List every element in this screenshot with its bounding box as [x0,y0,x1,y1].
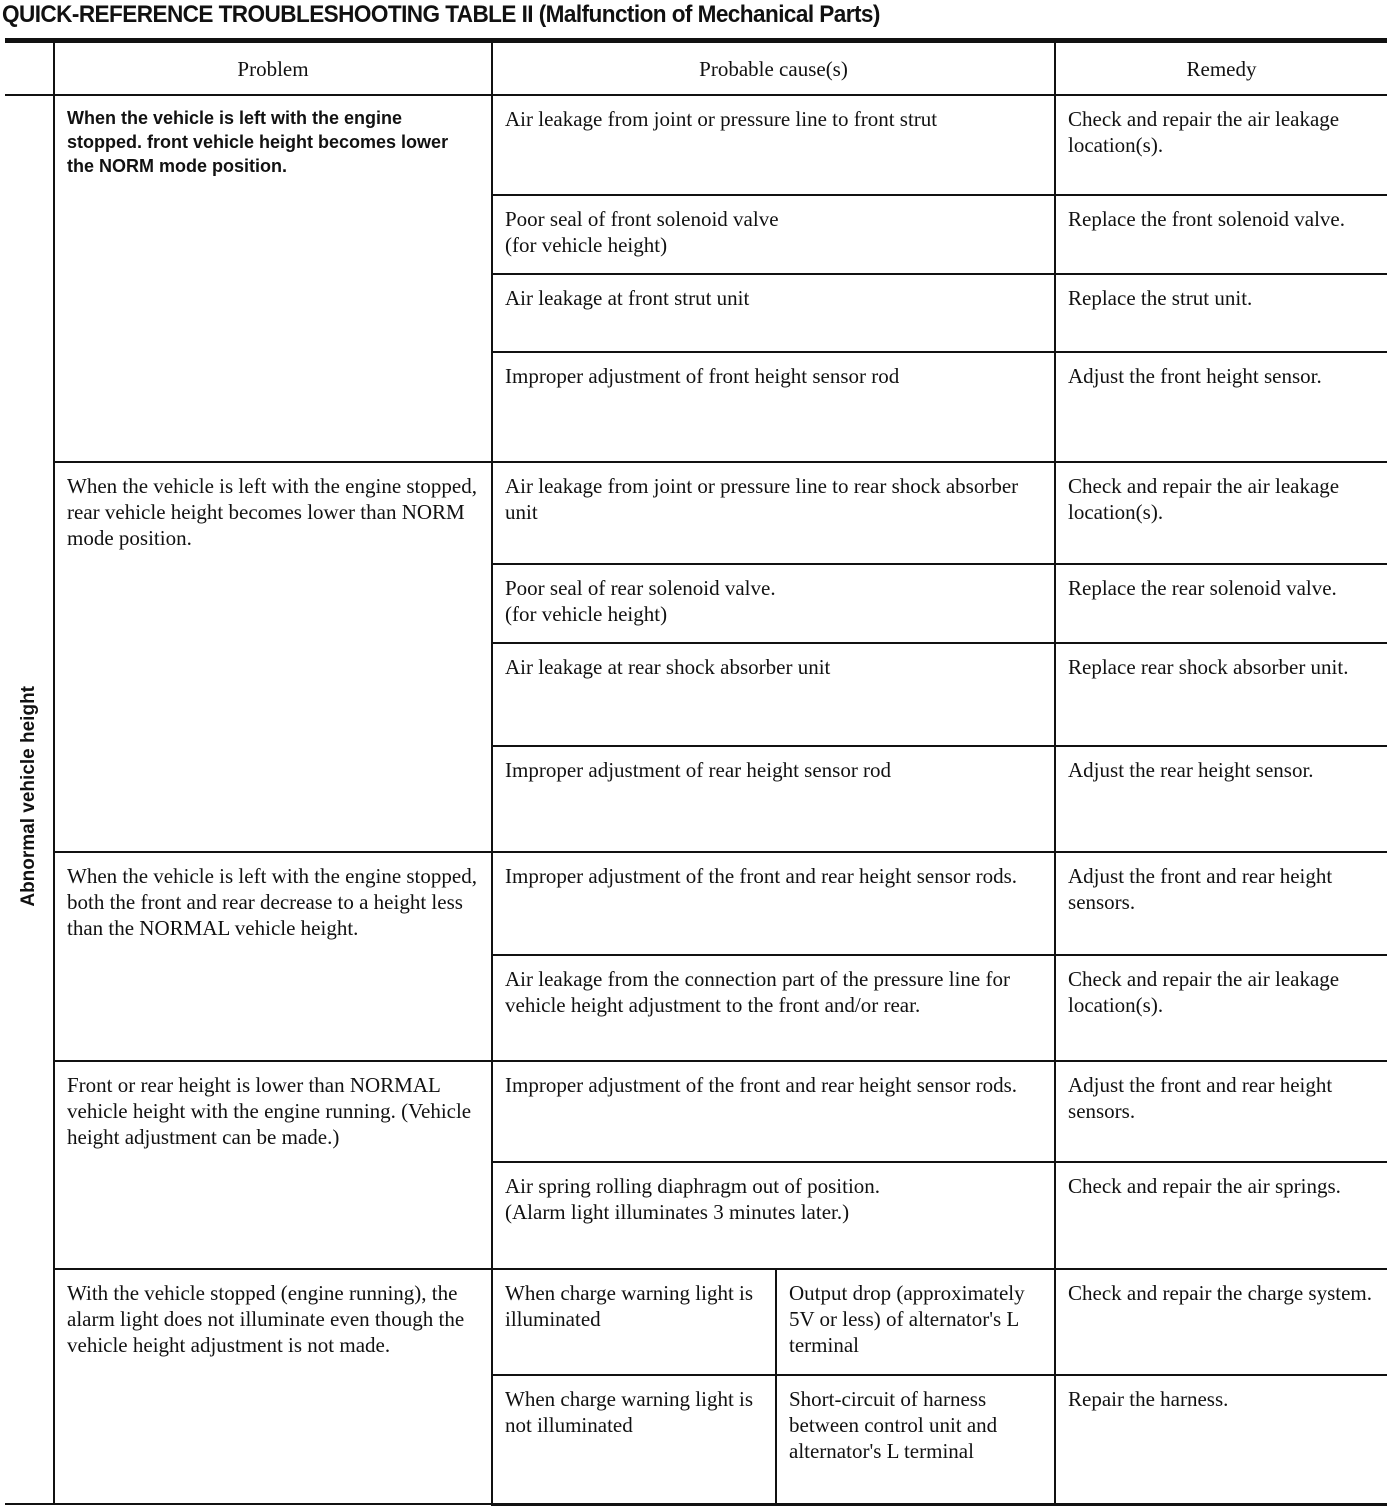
table-row [5,1061,1387,1162]
remedy-text: Replace rear shock absorber unit. [1068,655,1349,679]
cause-cell [492,564,1055,643]
remedy-text: Check and repair the charge system. [1068,1281,1373,1305]
header-remedy: Remedy [1055,42,1387,95]
cause-text: Improper adjustment of rear height sensor rod [505,758,892,782]
problem-text: When the vehicle is left with the engine stopped, rear vehicle height becomes lower than NORM mode position. [67,474,477,550]
cause-cell [776,1375,1055,1504]
cause-cell [492,95,1055,195]
condition-cell [492,1269,776,1375]
cause-cell [492,352,1055,462]
remedy-cell [1055,643,1387,746]
remedy-text: Replace the front solenoid valve. [1068,207,1346,231]
cause-text: Air leakage from joint or pressure line to rear shock absorber unit [505,474,1019,524]
problem-cell [54,1269,492,1504]
remedy-text: Adjust the front and rear height sensors. [1068,864,1333,914]
header-problem: Problem [54,42,492,95]
remedy-cell [1055,274,1387,352]
condition-text: When charge warning light is illuminated [505,1281,754,1331]
problem-text: Front or rear height is lower than NORMAL vehicle height with the engine running. (Vehicle height adjustment can be made.) [67,1073,472,1149]
cause-text: Air leakage at rear shock absorber unit [505,655,831,679]
table-row [5,462,1387,564]
problem-cell [54,1061,492,1269]
header-probable-causes: Probable cause(s) [492,42,1055,95]
remedy-cell [1055,746,1387,852]
header-corner [5,42,54,95]
remedy-text: Adjust the rear height sensor. [1068,758,1314,782]
problem-text: With the vehicle stopped (engine running), the alarm light does not illuminate even though the vehicle height adjustment is not made. [67,1281,465,1357]
remedy-text: Adjust the front and rear height sensors. [1068,1073,1333,1123]
page-title: QUICK-REFERENCE TROUBLESHOOTING TABLE II (Malfunction of Mechanical Parts) [2,1,880,28]
cause-text: Improper adjustment of the front and rear height sensor rods. [505,864,1018,888]
condition-cell [492,1375,776,1504]
remedy-text: Adjust the front height sensor. [1068,364,1322,388]
remedy-text: Check and repair the air leakage location(s). [1068,967,1340,1017]
cause-cell [492,274,1055,352]
cause-text: Short-circuit of harness between control unit and alternator's L terminal [789,1387,998,1463]
table-row [5,95,1387,195]
cause-text: Air leakage from the connection part of the pressure line for vehicle height adjustment to the front and/or rear. [505,967,1010,1017]
remedy-cell [1055,1061,1387,1162]
remedy-text: Replace the rear solenoid valve. [1068,576,1337,600]
category-cell [5,95,54,1504]
remedy-cell [1055,1375,1387,1504]
remedy-text: Repair the harness. [1068,1387,1229,1411]
problem-text: When the vehicle is left with the engine stopped, both the front and rear decrease to a height less than the NORMAL vehicle height. [67,864,477,940]
remedy-text: Replace the strut unit. [1068,286,1253,310]
remedy-cell [1055,1162,1387,1269]
cause-text: Poor seal of front solenoid valve (for vehicle height) [505,207,779,257]
cause-cell [492,1162,1055,1269]
category-label: Abnormal vehicle height [18,686,39,907]
remedy-text: Check and repair the air leakage location(s). [1068,107,1340,157]
table-header-row [5,42,1387,95]
cause-text: Air leakage from joint or pressure line to front strut [505,107,938,131]
problem-cell [54,852,492,1061]
remedy-cell [1055,564,1387,643]
cause-cell [492,1061,1055,1162]
cause-text: Air spring rolling diaphragm out of position. (Alarm light illuminates 3 minutes later.) [505,1174,881,1224]
cause-cell [492,195,1055,274]
cause-text: Air leakage at front strut unit [505,286,750,310]
table-row [5,1269,1387,1375]
remedy-cell [1055,1269,1387,1375]
table-row [5,852,1387,955]
remedy-cell [1055,955,1387,1061]
cause-text: Poor seal of rear solenoid valve. (for vehicle height) [505,576,776,626]
cause-text: Improper adjustment of the front and rear height sensor rods. [505,1073,1018,1097]
cause-text: Improper adjustment of front height sensor rod [505,364,900,388]
cause-cell [492,746,1055,852]
remedy-cell [1055,195,1387,274]
condition-text: When charge warning light is not illuminated [505,1387,754,1437]
remedy-cell [1055,852,1387,955]
problem-cell [54,95,492,462]
cause-cell [492,852,1055,955]
troubleshooting-table [5,41,1387,1506]
cause-cell [776,1269,1055,1375]
remedy-cell [1055,95,1387,195]
cause-cell [492,643,1055,746]
remedy-text: Check and repair the air leakage location(s). [1068,474,1340,524]
cause-cell [492,955,1055,1061]
problem-text: When the vehicle is left with the engine stopped. front vehicle height becomes lower the NORM mode position. [67,108,449,176]
remedy-cell [1055,462,1387,564]
cause-cell [492,462,1055,564]
cause-text: Output drop (approximately 5V or less) of alternator's L terminal [789,1281,1025,1357]
remedy-text: Check and repair the air springs. [1068,1174,1341,1198]
problem-cell [54,462,492,852]
remedy-cell [1055,352,1387,462]
